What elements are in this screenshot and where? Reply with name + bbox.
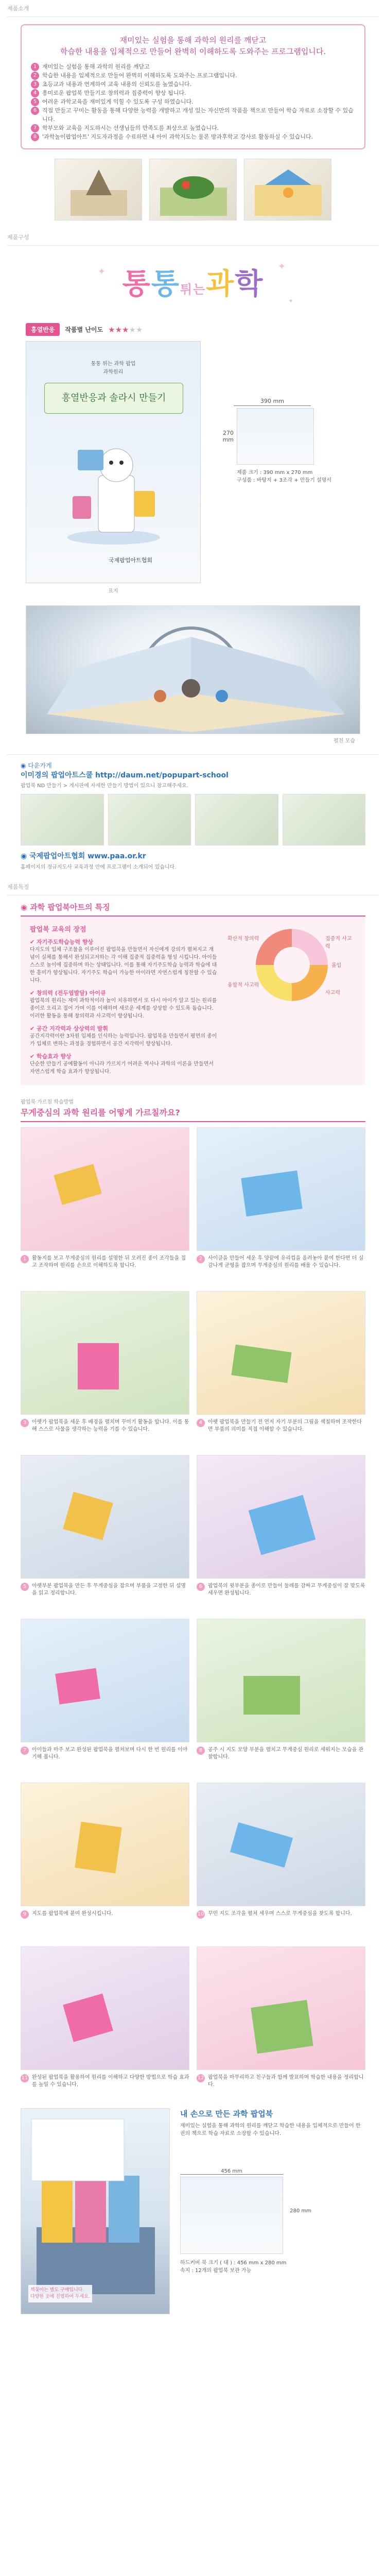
step-number-badge: 11 [21, 2074, 29, 2082]
step-photo [21, 1455, 189, 1579]
section-tag-composition: 제품구성 [7, 234, 29, 241]
cover-series-2: 과학원리 [103, 369, 124, 375]
intro-box [21, 24, 365, 149]
step-text: 공주 시 지도 모양 부분을 펼치고 무게중심 원리로 세워지는 모습을 관찰합니다. [208, 1747, 364, 1760]
star-filled-icon: ★ [115, 325, 122, 334]
feature-point-text: 공간지각력이란 3차원 입체를 인식하는 능력입니다. 팝업북을 만들면서 평면의 종이가 입체로 변하는 과정을 경험하면서 공간 지각력이 향상됩니다. [30, 1033, 217, 1047]
step-text: 아이들과 마주 보고 완성된 팝업북을 펼쳐보며 다시 한 번 원리를 이야기해 봅니다. [32, 1747, 188, 1760]
sparkle-icon: ✦ [278, 261, 286, 272]
step-card [21, 1619, 189, 1775]
info-photo [195, 794, 278, 845]
diy-spec: 하드커버 북 크기 ( 대 ) : 456 mm x 280 mm 속지 : 12개의 팝업북 보관 가능 [180, 2260, 287, 2274]
page-title [0, 261, 386, 302]
step-text: 꾸민 지도 조각을 펼쳐 세우며 스스로 무게중심을 찾도록 합니다. [208, 1911, 352, 1917]
title-char: 통 [122, 267, 151, 301]
list-item [31, 132, 355, 141]
bookshelf-icon [21, 2109, 170, 2315]
book-cover [26, 341, 201, 583]
step-card [21, 1127, 189, 1284]
step-text: 팝업북의 윗부분을 종이로 만들어 둘레를 감싸고 무게중심이 잘 맞도록 세우면 완성됩니다. [208, 1583, 365, 1596]
features-subtitle: 팝업북 교육의 장점 [30, 926, 86, 934]
step-number-badge: 5 [21, 1583, 29, 1591]
info-photo [21, 794, 104, 845]
feature-point-text: 다지도의 입체 구조물을 이루어진 팝업북을 만들면서 자신에게 강의가 펼쳐지고 개념이 실체를 통해서 완성되고저하는 각 이해 집중적 집중력을 형성 시킵니다. 아이들 스스로 놀이에 집중하며 하는 상태입니다. 이를 통해 자기주도학습 능력과 학습에 대한 흥미가 향상됩니다. 자기주도 학습이 가능한 아이라면 자연스럽게 칭찬할 수 있습니다. [30, 947, 217, 984]
number-badge: 4 [31, 89, 39, 97]
step-caption [21, 1910, 189, 1939]
paper-shape [241, 1171, 302, 1217]
paper-shape [230, 1822, 293, 1868]
steps-smalltag: 팝업북 가르침 학습방법 [21, 1099, 74, 1105]
dome-popup-icon [26, 606, 360, 734]
feature-point-title: ✔ 학습효과 향상 [30, 1053, 72, 1060]
feature-text: 직접 만들고 꾸미는 활동을 통해 다양한 능력을 개발하고 개성 있는 자신만의 작품을 책으로 만들어 학습 자료로 소장할 수 있습니다. [42, 107, 354, 123]
number-badge: 1 [31, 63, 39, 71]
product-name-badge: 흥열반응 [26, 323, 60, 336]
cover-illustration-icon [62, 429, 165, 548]
cover-caption: 표지 [108, 588, 118, 594]
list-item [31, 89, 355, 97]
step-card [197, 1619, 365, 1775]
feature-text: 학부모와 교육을 지도하시는 선생님들의 만족도를 최상으로 높였습니다. [42, 125, 219, 131]
step-number-badge: 9 [21, 1910, 29, 1919]
paa-title[interactable]: ◉ 국제팝업아트협회 www.paa.or.kr [21, 852, 146, 860]
paper-shape [249, 1495, 316, 1555]
diy-photo [21, 2108, 170, 2314]
title-area [0, 246, 386, 323]
intro-photo-3 [244, 159, 331, 221]
cover-series: 통통 튀는 과학 팝업 [91, 361, 136, 367]
spec-box-row [213, 408, 360, 465]
popup-sample-icon [55, 159, 142, 221]
features-ring-diagram [227, 924, 356, 1027]
step-card [21, 1783, 189, 1939]
step-card [21, 1946, 189, 2103]
step-card [197, 1127, 365, 1284]
download-link[interactable]: 이미경의 팝업아트스쿨 http://daum.net/popupart-school [21, 771, 229, 779]
spec-components: 구성품 : 바탕지 + 3조각 + 만들기 설명서 [237, 478, 331, 483]
step-text: 아랫부분 팝업북을 만든 후 무게중심을 잡으며 부품을 고정한 뒤 설명을 읽고 정리합니다. [32, 1583, 186, 1596]
popup-sample-icon [244, 159, 331, 221]
title-char: 통 [151, 267, 180, 301]
step-number-badge: 7 [21, 1747, 29, 1755]
step-text: 완성된 팝업북을 활용하여 원리를 이해하고 다양한 방법으로 학습 효과를 높일 수 있습니다. [32, 2075, 189, 2088]
feature-point-title-text: 자기주도학습능력 향상 [37, 939, 94, 945]
feature-point-title: ✔ 자기주도학습능력 향상 [30, 939, 94, 945]
spec-width: 390 mm [234, 398, 311, 406]
paper-shape [55, 1668, 100, 1705]
number-badge: 7 [31, 124, 39, 132]
number-badge: 2 [31, 72, 39, 80]
feature-point-title-text: 학습효과 향상 [37, 1053, 72, 1060]
step-number-badge: 2 [197, 1255, 205, 1263]
ring-label: 집중적 사고력 [325, 936, 352, 950]
diy-section [21, 2108, 365, 2314]
diy-book-diagram [180, 2177, 311, 2254]
number-badge: 8 [31, 133, 39, 141]
intro-photo-2 [149, 159, 237, 221]
product-wrap [0, 336, 386, 594]
cover-publisher: 국제팝업아트협회 [109, 557, 153, 564]
spec-height: 270 mm [222, 430, 234, 443]
paper-shape [54, 1164, 101, 1205]
star-empty-icon: ★ [135, 325, 143, 334]
list-item [31, 106, 355, 124]
difficulty-label: 작품별 난이도 [65, 326, 103, 333]
step-photo [21, 1291, 189, 1415]
number-badge: 5 [31, 98, 39, 106]
step-caption [197, 1419, 365, 1448]
spec-size: 제품 크기 : 390 mm x 270 mm [237, 470, 313, 476]
features-left [30, 924, 218, 1076]
ring-label: 확산적 창의력 [227, 936, 259, 942]
info-photo [283, 794, 366, 845]
feature-text: 재미있는 실험을 통해 과학의 원리를 깨닫고 [42, 63, 150, 70]
step-caption [197, 1583, 365, 1612]
difficulty-stars [108, 325, 143, 334]
step-caption [21, 1419, 189, 1448]
intro-photo-1 [55, 159, 142, 221]
diy-dim-width: 456 mm [180, 2168, 283, 2175]
step-number-badge: 3 [21, 1419, 29, 1427]
step-caption [21, 1583, 189, 1612]
cover-title: 흥열반응과 솔라시 만들기 [44, 383, 183, 414]
step-number-badge: 12 [197, 2074, 205, 2082]
step-photo [21, 1783, 189, 1906]
step-text: 아랫 팝업북을 만들기 전 먼저 자기 부분의 그림을 색칠하며 조작한다면 부품의 의미를 직접 이해할 수 있습니다. [208, 1419, 362, 1432]
ring-label: 융합적 사고력 [227, 982, 259, 988]
ring-hole [274, 947, 310, 983]
star-empty-icon: ★ [129, 325, 136, 334]
step-number-badge: 1 [21, 1255, 29, 1263]
step-card [21, 1455, 189, 1612]
step-text: 지도를 팝업북에 붙여 완성시킵니다. [32, 1911, 113, 1917]
step-number-badge: 10 [197, 1910, 205, 1919]
number-badge: 6 [31, 107, 39, 115]
dome-caption: 펼친 모습 [334, 738, 355, 744]
feature-point-text: 팝업북의 원리는 재미 과학적이라 놀이 치유하면서 또 다시 아이가 알고 있는 원리를 종이로 오리고 접어 가며 이를 이해하며 새로운 세계를 상상할 수 있도록 돕습니다. 이러한 활동을 통해 창의력과 사고력이 향상됩니다. [30, 998, 217, 1019]
step-caption [197, 1255, 365, 1284]
feature-text: 학습한 내용을 입체적으로 만들어 완벽히 이해하도록 도와주는 프로그램입니다. [42, 72, 237, 79]
step-text: 팝업북을 마무리하고 친구들과 함께 발표하며 학습한 내용을 정리합니다. [208, 2075, 364, 2088]
sparkle-icon: ✦ [98, 266, 106, 277]
step-number-badge: 4 [197, 1419, 205, 1427]
paper-shape [231, 1345, 291, 1383]
feature-point-title-text: 창의력 (전두엽발달) 아이큐 [37, 990, 106, 996]
step-text: 사이클을 만들어 세운 후 양끝에 유리컵을 올려놓아 붙여 한다면 더 실감나게 균형을 잡으며 무게중심의 원리를 배울 수 있습니다. [208, 1256, 364, 1268]
section-tag-intro: 제품소개 [7, 5, 29, 12]
star-filled-icon: ★ [108, 325, 115, 334]
list-item [31, 80, 355, 89]
paper-shape [78, 1343, 119, 1389]
diy-dim-height: 280 mm [290, 2208, 311, 2214]
step-card [21, 1291, 189, 1448]
step-photo [197, 1783, 365, 1906]
info-photos [21, 794, 365, 845]
step-text: 활동지를 보고 무게중심의 원리를 설명한 뒤 오려진 종이 조각들을 접고 조작하며 원리를 손으로 이해하도록 합니다. [32, 1256, 186, 1268]
download-label-text: 다운가게 [28, 762, 52, 769]
paa-sub: 홈페이지의 정규지도사 교육과정 안에 프로그램이 소개되어 있습니다. [21, 865, 177, 870]
step-photo [21, 1619, 189, 1742]
step-photo [197, 1291, 365, 1415]
paa-title-text: 국제팝업아트협회 www.paa.or.kr [29, 852, 146, 860]
diy-text: 재미있는 실험을 통해 과학의 원리를 깨닫고 학습한 내용을 입체적으로 만들어 한 권의 책으로 학습 자료로 소장할 수 있습니다. [180, 2123, 361, 2137]
diy-note: 책꽂이는 별도 구매입니다. 다양한 곳에 진열하여 두세요. [28, 2285, 92, 2302]
step-caption [197, 1910, 365, 1939]
step-photo [197, 1127, 365, 1251]
intro-headline-line-1: 재미있는 실험을 통해 과학의 원리를 깨닫고 [119, 36, 267, 45]
step-photo [197, 1455, 365, 1579]
title-small: 튀는 [180, 282, 206, 297]
step-caption [21, 1255, 189, 1284]
step-photo [21, 1946, 189, 2070]
step-card [197, 1455, 365, 1612]
intro-headline [31, 35, 355, 57]
feature-text: 흥미로운 팝업북 만들기로 창의력과 집중력이 향상 됩니다. [42, 90, 186, 96]
feature-point-title: ✔ 창의력 (전두엽발달) 아이큐 [30, 990, 106, 996]
spec-thumbnail [237, 408, 314, 465]
feature-point-title: ✔ 공간 지각력과 상상력의 발휘 [30, 1025, 109, 1032]
step-photo [21, 1127, 189, 1251]
paper-shape [243, 1676, 300, 1715]
step-text: 아랫가 팝업북을 세운 후 배경을 펼치며 꾸미기 활동을 합니다. 이를 통해 스스로 사물을 생각하는 능력을 기를 수 있습니다. [32, 1419, 189, 1432]
step-card [197, 1783, 365, 1939]
info-block [0, 755, 386, 878]
ring-label: 몰입 [331, 963, 342, 969]
list-item [31, 124, 355, 132]
steps-header [21, 1097, 365, 1122]
download-label: ◉ 다운가게 [21, 762, 52, 769]
features-header-text: 과학 팝업북아트의 특징 [30, 903, 110, 912]
feature-text: 어려운 과학교육을 재미있게 익힐 수 있도록 구성 하였습니다. [42, 98, 194, 105]
popup-sample-icon [150, 159, 237, 221]
step-caption [21, 2074, 189, 2103]
download-sub: 팝업북 ND 만들기 > 게시판에 자세한 만들기 방법이 있으니 참고해주세요. [21, 783, 188, 789]
feature-list [31, 62, 355, 141]
list-item [31, 97, 355, 106]
feature-text: 초등교과 내용과 연계하여 교육 내용의 신뢰도를 높였습니다. [42, 81, 192, 88]
spec-text [237, 469, 360, 484]
list-item [31, 71, 355, 80]
diy-right [180, 2108, 365, 2314]
ring-label: 사고력 [325, 990, 340, 996]
step-caption [197, 2074, 365, 2103]
step-card [197, 1946, 365, 2103]
step-card [197, 1291, 365, 1448]
sparkle-icon: ✦ [288, 297, 294, 304]
intro-headline-line-2: 학습한 내용을 입체적으로 만들어 완벽히 이해하도록 도와주는 프로그램입니다. [60, 47, 326, 56]
paper-shape [63, 1993, 113, 2042]
step-caption [21, 1747, 189, 1775]
feature-point-text: 단순한 만들기 공예활동이 아니라 가르치기 어려운 역사나 과학의 이론을 만들면서 자연스럽게 학습 효과가 향상됩니다. [30, 1061, 214, 1075]
paper-shape [63, 1492, 113, 1540]
title-char: 학 [235, 267, 264, 301]
feature-text: '과학놀이팝업아트' 지도자과정을 수료하면 내 아이 과학지도는 물론 방과후학교 강사로 활동하실 수 있습니다. [42, 133, 313, 140]
number-badge: 3 [31, 80, 39, 89]
diy-title: 내 손으로 만든 과학 팝업북 [180, 2109, 273, 2119]
features-panel [21, 917, 365, 1085]
section-tag-features: 제품특징 [7, 884, 29, 890]
paper-shape [75, 1822, 122, 1873]
paper-shape [251, 2000, 313, 2054]
dome-photo [26, 605, 360, 734]
intro-photos [0, 159, 386, 221]
step-photo [197, 1619, 365, 1742]
steps-grid [21, 1127, 365, 2103]
star-filled-icon: ★ [122, 325, 129, 334]
step-photo [197, 1946, 365, 2070]
steps-question: 무게중심의 과학 원리를 어떻게 가르칠까요? [21, 1106, 365, 1122]
rating-row [0, 323, 386, 336]
step-number-badge: 6 [197, 1583, 205, 1591]
step-caption [197, 1747, 365, 1775]
list-item [31, 62, 355, 71]
info-photo [108, 794, 191, 845]
spec-column [213, 341, 360, 594]
title-char: 과 [206, 267, 235, 301]
step-number-badge: 8 [197, 1747, 205, 1755]
features-header: ◉ 과학 팝업북아트의 특징 [21, 902, 365, 917]
feature-point-title-text: 공간 지각력과 상상력의 발휘 [37, 1025, 109, 1032]
